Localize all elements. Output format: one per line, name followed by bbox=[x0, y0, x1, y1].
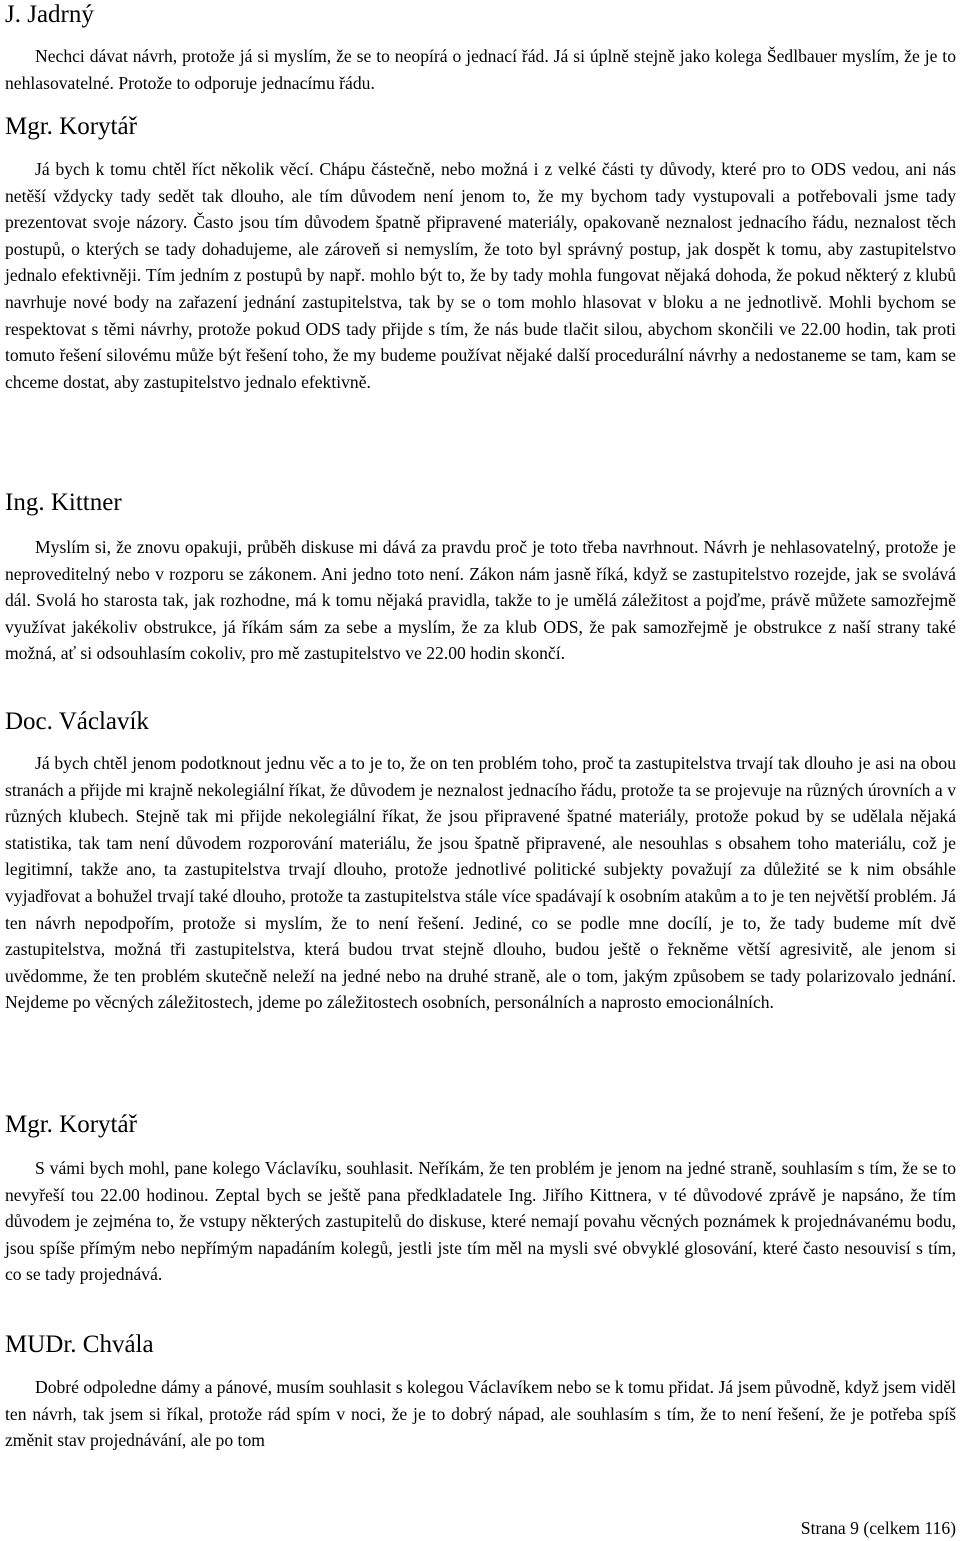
speech-paragraph: S vámi bych mohl, pane kolego Václavíku, souhlasit. Neříkám, že ten problém je jenom na jedné straně, souhlasím s tím, že se to nevyřeší tou 22.00 hodinou. Zeptal bych se ještě pana předkladatele Ing. Jiřího Kittnera, v té důvodové zprávě je napsáno, že tím důvodem je zejména to, že vstupy některých zastupitelů do diskuse, které nemají povahu věcných poznámek k projednávanému bodu, jsou spíše přímým nebo nepřímým napadáním kolegů, jestli jste tím měl na mysli své obvyklé glosování, které často nesouvisí s tím, co se tady projednává. bbox=[5, 1158, 956, 1285]
page-number: Strana 9 (celkem 116) bbox=[800, 1518, 956, 1538]
speaker-heading: J. Jadrný bbox=[5, 1, 94, 28]
speaker-heading: Ing. Kittner bbox=[5, 489, 122, 516]
speech-paragraph: Myslím si, že znovu opakuji, průběh diskuse mi dává za pravdu proč je toto třeba navrhnout. Návrh je nehlasovatelný, protože je neproveditelný nebo v rozporu se zákonem. Ani jedno toto není. Zákon nám jasně říká, když se zastupitelstvo rozejde, jak se svolává dál. Svolá ho starosta tak, jak rozhodne, má k tomu nějaká pravidla, takže to je umělá záležitost a pojďme, právě můžete samozřejmě využívat jakékoliv obstrukce, já říkám sám za sebe a myslím, že za klub ODS, že pak samozřejmě je obstrukce z naší strany také možná, ať si odsouhlasím cokoliv, pro mě zastupitelstvo ve 22.00 hodin skončí. bbox=[5, 537, 956, 664]
speech-paragraph: Já bych k tomu chtěl říct několik věcí. Chápu částečně, nebo možná i z velké části ty důvody, které pro to ODS vedou, ani nás netěší vždycky tady sedět tak dlouho, ale tím důvodem není jenom to, že my bychom tady vystupovali a potřebovali jsme tady prezentovat svoje názory. Často jsou tím důvodem špatně připravené materiály, opakovaně neznalost jednacího řádu, neznalost těch postupů, o kterých se tady dohadujeme, ale zároveň si nemyslím, že toto byl správný postup, jak dospět k tomu, aby zastupitelstvo jednalo efektivněji. Tím jedním z postupů by např. mohlo být to, že by tady mohla fungovat nějaká dohoda, že pokud některý z klubů navrhuje nové body na zařazení jednání zastupitelstva, tak by se o tom mohlo hlasovat v bloku a ne jednotlivě. Mohli bychom se respektovat s těmi návrhy, protože pokud ODS tady přijde s tím, že nás bude tlačit silou, abychom skončili ve 22.00 hodin, tak proti tomuto řešení silovému může být řešení toho, že my budeme používat nějaké další procedurální návrhy a nedostaneme se tam, kam se chceme dostat, aby zastupitelstvo jednalo efektivně. bbox=[5, 159, 956, 392]
speaker-heading: Mgr. Korytář bbox=[5, 1111, 137, 1138]
speech-paragraph: Nechci dávat návrh, protože já si myslím, že se to neopírá o jednací řád. Já si úplně stejně jako kolega Šedlbauer myslím, že je to nehlasovatelné. Protože to odporuje jednacímu řádu. bbox=[5, 46, 956, 93]
speaker-heading: Mgr. Korytář bbox=[5, 113, 137, 140]
speech-paragraph: Já bych chtěl jenom podotknout jednu věc a to je to, že on ten problém toho, proč ta zastupitelstva trvají tak dlouho je asi na obou stranách a přijde mi krajně nekolegiální říkat, že důvodem je neznalost jednacího řádu, protože ta se projevuje na různých úrovních a v různých klubech. Stejně tak mi přijde nekolegiální říkat, že jsou připravené špatné materiály, protože pokud by se udělala nějaká statistika, tak tam není důvodem rozporování materiálu, že jsou špatně připravené, ale nesouhlas s obsahem toho materiálu, což je legitimní, takže ano, ta zastupitelstva trvají dlouho, protože jednotlivé politické subjekty považují za důležité se k nim obsáhle vyjadřovat a bohužel trvají také dlouho, protože ta zastupitelstva stále více spadávají k osobním atakům a to je ten největší problém. Já ten návrh nepodpořím, protože si myslím, že to není řešení. Jediné, co se podle mne docílí, je to, že tady budeme mít dvě zastupitelstva, možná tři zastupitelstva, která budou trvat stejně dlouho, budou ještě o řekněme větší agresivitě, ale jenom si uvědomme, že ten problém skutečně neleží na jedné nebo na druhé straně, ale o tom, jakým způsobem se tady polarizovalo jednání. Nejdeme po věcných záležitostech, jdeme po záležitostech osobních, personálních a naprosto emocionálních. bbox=[5, 753, 956, 1013]
speaker-heading: MUDr. Chvála bbox=[5, 1331, 154, 1358]
speech-paragraph: Dobré odpoledne dámy a pánové, musím souhlasit s kolegou Václavíkem nebo se k tomu přidat. Já jsem původně, když jsem viděl ten návrh, tak jsem si říkal, protože rád spím v noci, že je to dobrý nápad, ale souhlasím s tím, že to není řešení, že je potřeba spíš změnit stav projednávání, ale po tom bbox=[5, 1377, 956, 1451]
speaker-heading: Doc. Václavík bbox=[5, 708, 149, 735]
